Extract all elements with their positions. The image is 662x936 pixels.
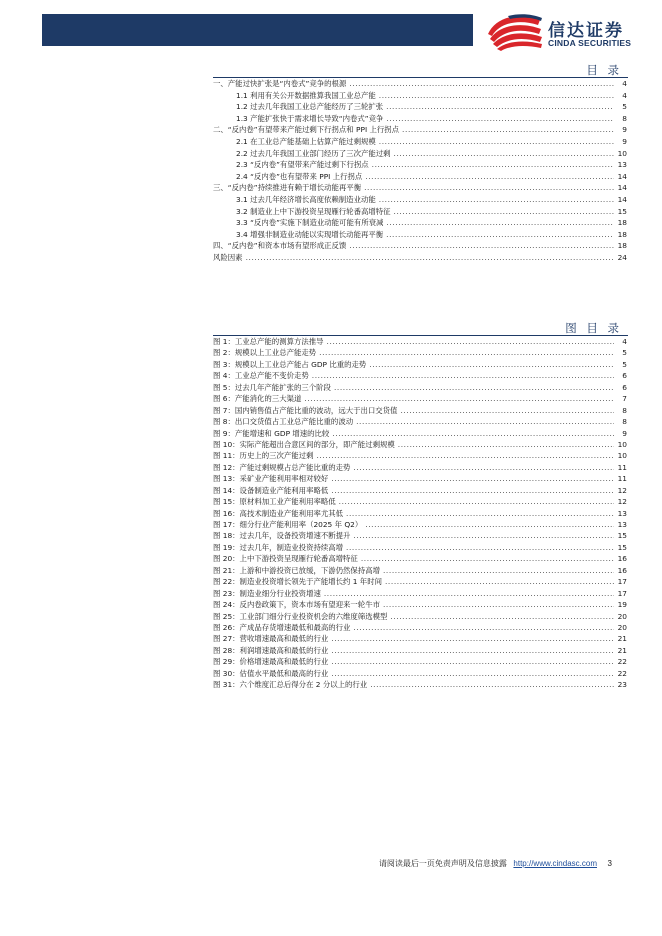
toc-leader-dots [246,252,614,264]
figure-title: 工业部门细分行业投资机会的六维度筛选模型 [239,611,388,621]
figure-page: 7 [622,394,627,404]
toc-entry-title: 一、产能过快扩张是“内卷式”竞争的根源 [213,79,347,88]
toc-entry-page: 24 [617,252,627,262]
figure-title: 采矿业产能利用率相对较好 [239,474,329,484]
toc-entry-page: 4 [622,90,627,100]
toc-entry[interactable] [213,182,627,194]
figure-entry[interactable] [213,485,627,496]
figure-leader-dots [331,668,614,679]
figure-label: 图 3： [213,359,235,369]
figure-page: 16 [617,554,627,564]
toc-entry[interactable] [213,217,627,229]
figure-entry[interactable] [213,336,627,347]
figure-title: 过去几年，设备投资增速不断提升 [239,531,351,541]
figure-page: 8 [622,405,627,415]
toc-leader-dots [386,217,614,229]
toc-leader-dots [394,148,614,160]
figure-page: 6 [622,382,627,392]
figure-title: 实际产能超出合意区间的部分，即产能过剩规模 [239,439,395,449]
figure-leader-dots [331,485,614,496]
figure-label: 图 30： [213,668,240,678]
figure-page: 21 [617,634,627,644]
figure-label: 图 11： [213,451,240,461]
figure-page: 10 [617,439,627,449]
figure-title: 价格增速最高和最低的行业 [239,657,329,667]
toc-leader-dots [394,206,614,218]
figure-page: 20 [617,611,627,621]
figure-label: 图 25： [213,611,240,621]
toc-entry-title: 2.4 “反内卷”也有望带来 PPI 上行拐点 [236,171,363,181]
figures-list [213,336,627,691]
page-number: 3 [607,859,612,868]
figure-leader-dots [361,553,614,564]
toc-entry-title: 2.1 在工业总产能基础上估算产能过剩规模 [236,136,376,146]
toc-leader-dots [386,101,614,113]
figure-entry[interactable] [213,611,627,622]
figure-entry[interactable] [213,508,627,519]
figure-leader-dots [398,439,614,450]
figure-leader-dots [353,530,614,541]
figure-title: 制造业细分行业投资增速 [239,588,321,598]
figure-entry[interactable] [213,393,627,404]
figure-leader-dots [331,633,614,644]
figure-label: 图 8： [213,417,235,427]
toc-leader-dots [386,229,614,241]
toc-entry[interactable] [213,124,627,136]
toc-entry[interactable] [213,252,627,264]
toc-entry[interactable] [213,206,627,218]
toc-entry[interactable] [213,90,627,102]
figure-leader-dots [319,347,614,358]
toc-entry-page: 9 [622,125,627,135]
figure-page: 21 [617,645,627,655]
figure-leader-dots [383,565,614,576]
figure-leader-dots [365,519,614,530]
figure-title: 规模以上工业总产能占 GDP 比重的走势 [234,359,367,369]
figure-entry[interactable] [213,542,627,553]
figure-label: 图 7： [213,405,235,415]
toc-leader-dots [372,159,614,171]
figure-leader-dots [356,416,614,427]
figure-label: 图 29： [213,657,240,667]
figure-label: 图 23： [213,588,240,598]
figure-label: 图 9： [213,428,235,438]
toc-leader-dots [349,78,614,90]
figure-leader-dots [304,393,614,404]
toc-entry[interactable] [213,136,627,148]
figure-title: 高技术制造业产能利用率尤其低 [239,508,344,518]
figure-page: 6 [622,371,627,381]
page-footer [0,858,612,869]
toc-entry[interactable] [213,78,627,90]
toc-entry-title: 2.3 “反内卷”有望带来产能过剩下行拐点 [236,160,369,170]
figure-title: 产能增速和 GDP 增速的比较 [234,428,330,438]
figure-leader-dots [400,405,614,416]
figure-page: 8 [622,417,627,427]
figure-leader-dots [334,382,614,393]
toc-entry[interactable] [213,159,627,171]
figure-label: 图 24： [213,600,240,610]
figure-page: 19 [617,600,627,610]
figure-label: 图 5： [213,382,235,392]
figure-leader-dots [353,462,614,473]
figure-entry[interactable] [213,679,627,690]
figure-page: 16 [617,565,627,575]
figure-page: 11 [617,474,627,484]
figure-label: 图 21： [213,565,240,575]
figure-title: 估值水平最低和最高的行业 [239,668,329,678]
toc-entry-title: 3.4 增强非制造业动能以实现增长动能再平衡 [236,229,384,239]
figure-label: 图 31： [213,680,240,690]
figure-title: 利润增速最高和最低的行业 [239,645,329,655]
figure-label: 图 6： [213,394,235,404]
figure-entry[interactable] [213,416,627,427]
figure-page: 22 [617,668,627,678]
figure-page: 12 [617,485,627,495]
brand-name-cn: 信达证券 [548,21,624,41]
figure-leader-dots [324,588,614,599]
figure-page: 15 [617,542,627,552]
toc-entry[interactable] [213,148,627,160]
figure-leader-dots [339,496,614,507]
figure-page: 5 [622,359,627,369]
figure-title: 制造业投资增长领先于产能增长约 1 年时间 [239,577,382,587]
figure-leader-dots [369,359,614,370]
toc-entry-title: 2.2 过去几年我国工业部门经历了三次产能过剩 [236,148,391,158]
toc-leader-dots [365,171,614,183]
figure-title: 反内卷政策下，资本市场有望迎来一轮牛市 [239,600,380,610]
figure-title: 产能过剩规模占总产能比重的走势 [239,462,351,472]
toc-leader-dots [349,240,614,252]
figure-leader-dots [312,370,614,381]
figure-entry[interactable] [213,565,627,576]
figure-leader-dots [346,542,614,553]
figure-entry[interactable] [213,347,627,358]
figure-title: 设备制造业产能利用率略低 [239,485,329,495]
figure-entry[interactable] [213,359,627,370]
figure-entry[interactable] [213,633,627,644]
figure-label: 图 4： [213,371,235,381]
brand-name-en: CINDA SECURITIES [548,38,632,48]
toc-entry-title: 1.3 产能扩张快于需求增长导致“内卷式”竞争 [236,113,384,123]
toc-entry-title: 3.2 制造业上中下游投资呈现雁行轮番高增特征 [236,206,391,216]
figure-leader-dots [383,599,614,610]
figure-label: 图 27： [213,634,240,644]
toc-entry-page: 18 [617,229,627,239]
toc-entry-title: 二、“反内卷”有望带来产能过剩下行拐点和 PPI 上行拐点 [213,125,400,135]
figure-label: 图 14： [213,485,240,495]
figure-leader-dots [332,428,614,439]
toc-entry-page: 4 [622,79,627,88]
figure-entry[interactable] [213,668,627,679]
figure-leader-dots [316,450,614,461]
figure-title: 历史上的三次产能过剩 [239,451,314,461]
brand-logo [486,12,646,52]
figures-title: 图 目 录 [565,321,622,335]
footer-disclaimer: 请阅读最后一页免责声明及信息披露 [378,859,507,868]
figure-leader-dots [331,473,614,484]
toc-entry-page: 14 [617,183,627,193]
figure-entry[interactable] [213,450,627,461]
figure-title: 产能消化的三大渠道 [234,394,302,404]
figure-page: 4 [622,337,627,346]
toc-entry-title: 风险因素 [213,252,243,262]
footer-url-link[interactable]: http://www.cindasc.com [513,859,597,868]
toc-entry-title: 1.2 过去几年我国工业总产能经历了三轮扩张 [236,102,384,112]
header-bar [42,14,473,46]
figure-leader-dots [346,508,614,519]
figure-title: 上中下游投资呈现雁行轮番高增特征 [239,554,358,564]
toc-entry-page: 15 [617,206,627,216]
figure-title: 过去几年，制造业投资持续高增 [239,542,344,552]
toc-entry-page: 5 [622,102,627,112]
figure-title: 规模以上工业总产能走势 [234,348,317,358]
toc-list [213,78,627,264]
toc-entry-page: 8 [622,113,627,123]
toc-entry-page: 13 [617,160,627,170]
toc-entry[interactable] [213,101,627,113]
figure-title: 营收增速最高和最低的行业 [239,634,329,644]
toc-entry-title: 三、“反内卷”持续推进有赖于增长动能再平衡 [213,183,362,193]
figure-leader-dots [385,576,614,587]
figure-entry[interactable] [213,519,627,530]
figure-entry[interactable] [213,462,627,473]
figure-label: 图 1： [213,337,235,346]
figure-leader-dots [331,645,614,656]
figure-entry[interactable] [213,428,627,439]
toc-entry[interactable] [213,113,627,125]
toc-entry-title: 3.3 “反内卷”实施下制造业动能可能有所衰减 [236,218,384,228]
figure-page: 23 [617,680,627,690]
toc-leader-dots [386,113,614,125]
toc-entry[interactable] [213,194,627,206]
figure-entry[interactable] [213,405,627,416]
figure-title: 工业总产能不变价走势 [234,371,309,381]
figure-page: 13 [617,508,627,518]
figure-leader-dots [353,622,614,633]
figure-page: 17 [617,577,627,587]
figure-leader-dots [370,679,614,690]
figure-page: 10 [617,451,627,461]
figure-entry[interactable] [213,382,627,393]
figure-page: 20 [617,622,627,632]
figure-title: 六个维度汇总后得分在 2 分以上的行业 [239,680,368,690]
toc-entry-page: 18 [617,241,627,251]
figure-label: 图 19： [213,542,240,552]
figure-page: 5 [622,348,627,358]
figure-entry[interactable] [213,588,627,599]
figure-title: 国内销售值占产能比重的波动，远大于出口交货值 [234,405,398,415]
toc-leader-dots [402,124,614,136]
toc-leader-dots [379,194,614,206]
figure-label: 图 28： [213,645,240,655]
figure-page: 17 [617,588,627,598]
figure-label: 图 15： [213,497,240,507]
figure-title: 出口交货值占工业总产能比重的波动 [234,417,354,427]
figure-label: 图 13： [213,474,240,484]
figure-entry[interactable] [213,599,627,610]
figure-entry[interactable] [213,656,627,667]
toc-entry-page: 14 [617,194,627,204]
figure-title: 工业总产能的测算方法推导 [234,337,324,346]
toc-entry[interactable] [213,240,627,252]
figure-title: 细分行业产能利用率（2025 年 Q2） [239,520,363,529]
figure-label: 图 20： [213,554,240,564]
figure-page: 12 [617,497,627,507]
figure-entry[interactable] [213,370,627,381]
toc-entry-page: 18 [617,218,627,228]
figure-entry[interactable] [213,576,627,587]
toc-leader-dots [364,182,614,194]
figure-leader-dots [327,336,614,347]
figure-label: 图 16： [213,508,240,518]
toc-entry-page: 10 [617,148,627,158]
figure-label: 图 18： [213,531,240,541]
figure-label: 图 17： [213,520,240,529]
toc-entry-title: 1.1 利用有关公开数据推算我国工业总产能 [236,90,376,100]
figure-entry[interactable] [213,530,627,541]
figure-label: 图 12： [213,462,240,472]
toc-entry-title: 3.1 过去几年经济增长高度依赖制造业动能 [236,194,376,204]
figure-page: 15 [617,531,627,541]
toc-title: 目 录 [586,63,622,77]
figure-entry[interactable] [213,439,627,450]
figure-entry[interactable] [213,553,627,564]
figure-page: 11 [617,462,627,472]
figure-title: 过去几年产能扩张的三个阶段 [234,382,331,392]
figure-leader-dots [390,611,614,622]
figure-entry[interactable] [213,473,627,484]
figure-label: 图 2： [213,348,235,358]
toc-leader-dots [379,90,614,102]
toc-entry-page: 14 [617,171,627,181]
figure-page: 22 [617,657,627,667]
cinda-logo-icon [486,12,544,52]
figure-label: 图 26： [213,622,240,632]
toc-entry-page: 9 [622,136,627,146]
figure-label: 图 10： [213,439,240,449]
toc-entry[interactable] [213,171,627,183]
figure-entry[interactable] [213,496,627,507]
figure-page: 9 [622,428,627,438]
figure-title: 产成品存货增速最低和最高的行业 [239,622,351,632]
toc-entry[interactable] [213,229,627,241]
figure-title: 上游和中游投资已放缓，下游仍然保持高增 [239,565,380,575]
toc-entry-title: 四、“反内卷”和资本市场有望形成正反馈 [213,241,347,251]
figure-entry[interactable] [213,622,627,633]
figure-label: 图 22： [213,577,240,587]
figure-page: 13 [617,520,627,529]
figure-title: 原材料加工业产能利用率略低 [239,497,336,507]
toc-leader-dots [379,136,614,148]
figure-entry[interactable] [213,645,627,656]
figure-leader-dots [331,656,614,667]
